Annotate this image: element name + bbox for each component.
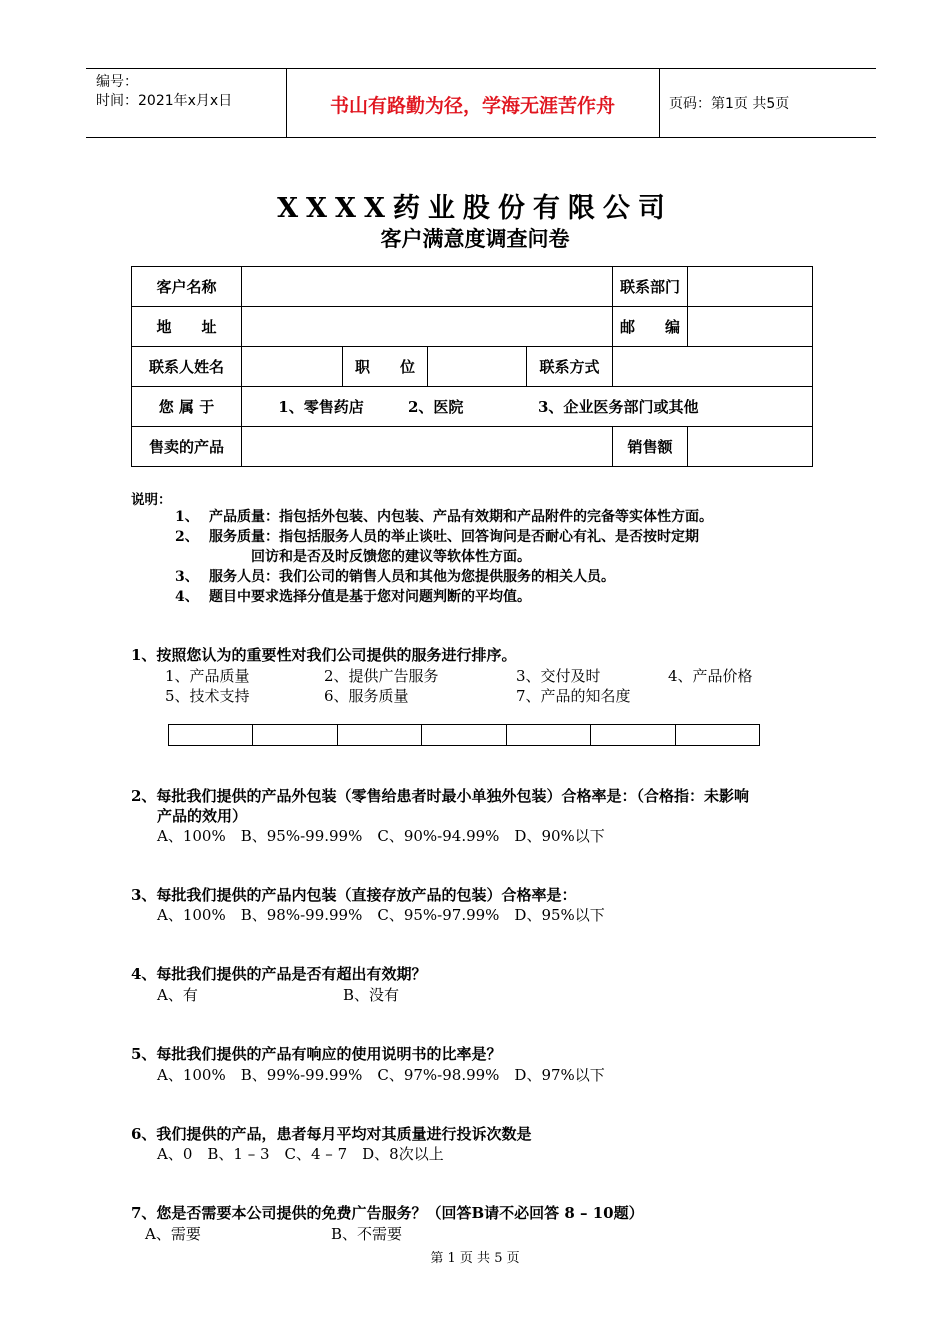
header-page-label: 页码：第1页 共5页 bbox=[669, 96, 790, 112]
rank-cell[interactable] bbox=[338, 725, 422, 745]
company-title: XXXX药业股份有限公司 bbox=[277, 193, 673, 224]
customer-name-field[interactable] bbox=[242, 267, 613, 307]
postcode-label: 邮 编 bbox=[613, 307, 688, 347]
q4-option-b[interactable]: B、没有 bbox=[343, 986, 400, 1004]
time-label: 时间：2021年x月x日 bbox=[96, 93, 233, 109]
header-motto: 书山有路勤为径，学海无涯苦作舟 bbox=[329, 95, 615, 117]
note-item: 1、 产品质量：指包括外包装、内包装、产品有效期和产品附件的完备等实体性方面。 bbox=[175, 509, 713, 525]
q7-option-a[interactable]: A、需要 bbox=[145, 1225, 201, 1243]
address-field[interactable] bbox=[242, 307, 613, 347]
q1-option: 3、交付及时 bbox=[516, 667, 601, 685]
products-sold-field[interactable] bbox=[242, 427, 613, 467]
type-option-3[interactable]: 3、企业医务部门或其他 bbox=[538, 398, 699, 416]
question-2-cont: 产品的效用） bbox=[157, 807, 248, 825]
question-4: 4、每批我们提供的产品是否有超出有效期？ bbox=[131, 965, 427, 983]
header-meta bbox=[96, 73, 232, 111]
question-7: 7、您是否需要本公司提供的免费广告服务？（回答B请不必回答 8 – 10题） bbox=[131, 1204, 644, 1222]
position-label: 职 位 bbox=[343, 347, 428, 387]
type-option-1[interactable]: 1、零售药店 bbox=[278, 398, 364, 416]
q1-option: 5、技术支持 bbox=[165, 687, 250, 705]
question-3: 3、每批我们提供的产品内包装（直接存放产品的包装）合格率是： bbox=[131, 886, 577, 904]
contact-name-label: 联系人姓名 bbox=[132, 347, 242, 387]
q4-option-a[interactable]: A、有 bbox=[157, 986, 198, 1004]
header-divider bbox=[659, 69, 660, 137]
q6-options[interactable]: A、0 B、1 – 3 C、4 – 7 D、8次以上 bbox=[157, 1145, 444, 1163]
belongs-to-label: 您 属 于 bbox=[132, 387, 242, 427]
rank-cell[interactable] bbox=[422, 725, 506, 745]
page-header bbox=[86, 68, 876, 138]
q7-option-b[interactable]: B、不需要 bbox=[331, 1225, 403, 1243]
contact-dept-field[interactable] bbox=[688, 267, 813, 307]
customer-name-label: 客户名称 bbox=[132, 267, 242, 307]
question-2: 2、每批我们提供的产品外包装（零售给患者时最小单独外包装）合格率是：（合格指：未影响 bbox=[131, 787, 749, 805]
number-label: 编号： bbox=[96, 74, 138, 90]
question-5: 5、每批我们提供的产品有响应的使用说明书的比率是？ bbox=[131, 1045, 502, 1063]
q1-option: 2、提供广告服务 bbox=[324, 667, 439, 685]
q1-option: 6、服务质量 bbox=[324, 687, 409, 705]
sales-field[interactable] bbox=[688, 427, 813, 467]
type-option-2[interactable]: 2、医院 bbox=[408, 398, 464, 416]
q1-option: 4、产品价格 bbox=[668, 667, 753, 685]
ranking-grid bbox=[168, 724, 760, 746]
products-sold-label: 售卖的产品 bbox=[132, 427, 242, 467]
rank-cell[interactable] bbox=[253, 725, 337, 745]
rank-cell[interactable] bbox=[591, 725, 675, 745]
question-6: 6、我们提供的产品，患者每月平均对其质量进行投诉次数是 bbox=[131, 1125, 532, 1143]
note-item: 4、 题目中要求选择分值是基于您对问题判断的平均值。 bbox=[175, 589, 531, 605]
rank-cell[interactable] bbox=[169, 725, 253, 745]
note-item: 3、 服务人员：我们公司的销售人员和其他为您提供服务的相关人员。 bbox=[175, 569, 615, 585]
contact-name-field[interactable] bbox=[242, 347, 343, 387]
address-label: 地 址 bbox=[132, 307, 242, 347]
position-field[interactable] bbox=[428, 347, 527, 387]
q2-options[interactable]: A、100% B、95%-99.99% C、90%-94.99% D、90%以下 bbox=[157, 827, 605, 845]
q1-option: 7、产品的知名度 bbox=[516, 687, 631, 705]
rank-cell[interactable] bbox=[676, 725, 759, 745]
survey-title: 客户满意度调查问卷 bbox=[380, 226, 570, 251]
postcode-field[interactable] bbox=[688, 307, 813, 347]
note-item: 2、 服务质量：指包括服务人员的举止谈吐、回答询问是否耐心有礼、是否按时定期 bbox=[175, 529, 699, 545]
page-footer: 第 1 页 共 5 页 bbox=[430, 1251, 520, 1266]
customer-info-table bbox=[131, 266, 813, 467]
contact-dept-label: 联系部门 bbox=[613, 267, 688, 307]
sales-label: 销售额 bbox=[613, 427, 688, 467]
q3-options[interactable]: A、100% B、98%-99.99% C、95%-97.99% D、95%以下 bbox=[157, 906, 605, 924]
contact-method-label: 联系方式 bbox=[527, 347, 613, 387]
note-item: 回访和是否及时反馈您的建议等软体性方面。 bbox=[251, 549, 531, 565]
belongs-to-options[interactable] bbox=[242, 387, 813, 427]
q1-option: 1、产品质量 bbox=[165, 667, 250, 685]
contact-method-field[interactable] bbox=[613, 347, 813, 387]
rank-cell[interactable] bbox=[507, 725, 591, 745]
notes-title: 说明： bbox=[131, 492, 172, 508]
q5-options[interactable]: A、100% B、99%-99.99% C、97%-98.99% D、97%以下 bbox=[157, 1066, 605, 1084]
question-1: 1、按照您认为的重要性对我们公司提供的服务进行排序。 bbox=[131, 646, 517, 664]
